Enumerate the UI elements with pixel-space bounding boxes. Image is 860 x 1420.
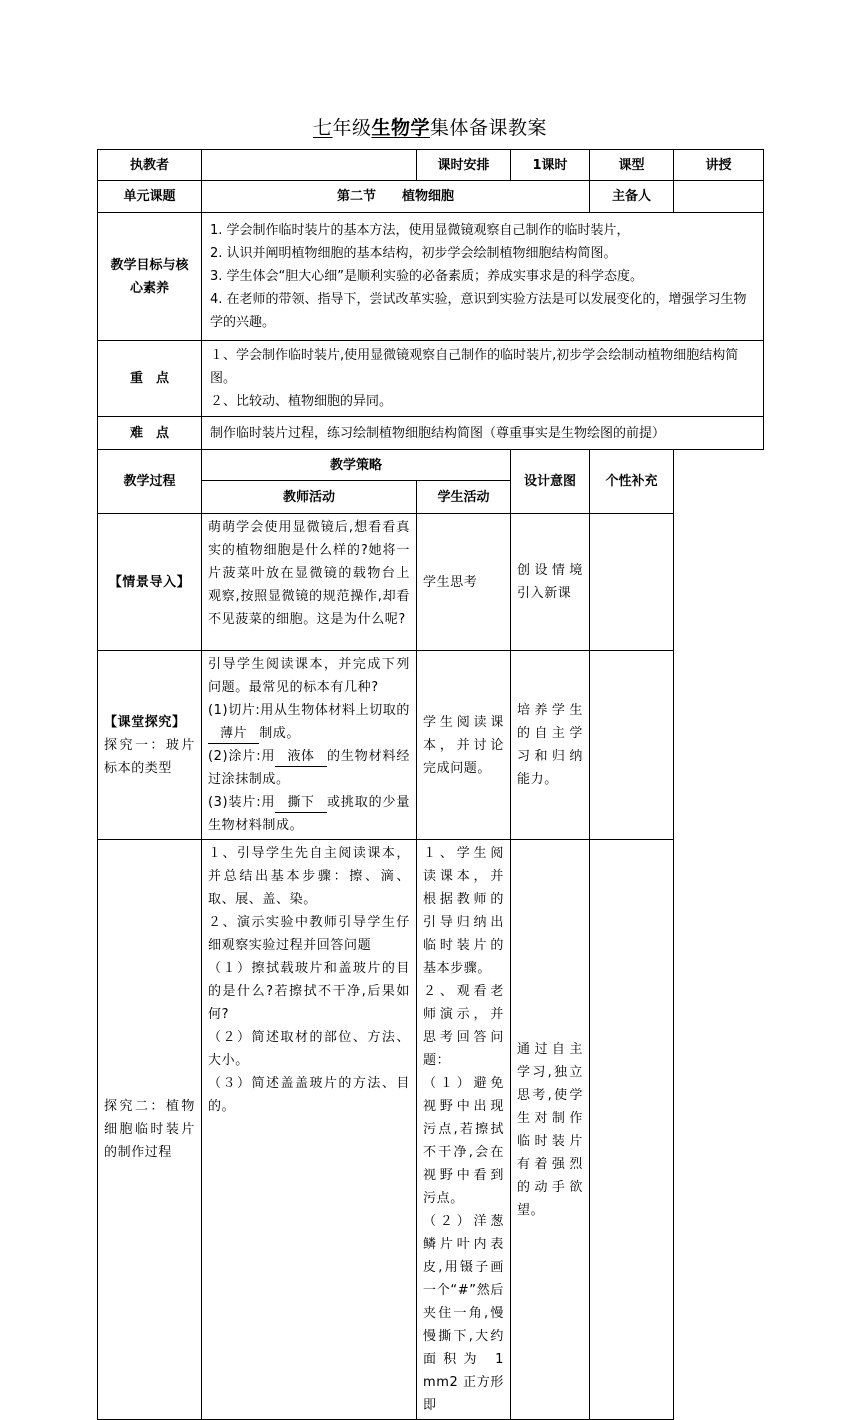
preparer-label: 主备人 (590, 181, 674, 213)
teacher-value (202, 150, 417, 181)
objective-item: 3. 学生体会“胆大心细”是顺利实验的必备素质；养成实事求是的科学态度。 (210, 269, 644, 284)
page-title (0, 113, 860, 140)
type-value: 讲授 (674, 150, 764, 181)
title-grade: 年级 (332, 117, 372, 139)
question-mount: (3)装片:用 撕下 或挑取的少量生物材料制成。 (208, 795, 410, 833)
teacher-activity-header: 教师活动 (202, 481, 417, 514)
design-intent: 通过自主学习,独立思考,使学生对制作临时装片有着强烈的动手欲望。 (511, 840, 590, 1420)
stage-intro: 【情景导入】 (98, 514, 202, 651)
title-rest: 集体备课教案 (430, 117, 548, 139)
answer-blank: 撕下 (275, 794, 326, 813)
answer-blank: 薄片 (208, 725, 259, 744)
stage-title: 【课堂探究】 (104, 714, 186, 730)
difficulty-label: 难 点 (98, 417, 202, 450)
student-activity: 学生阅读课本，并讨论完成问题。 (417, 651, 511, 840)
teacher-step: １、引导学生先自主阅读课本，并总结出基本步骤：擦、滴、取、展、盖、染。 (208, 846, 410, 907)
objective-item: 4. 在老师的带领、指导下，尝试改革实验，意识到实验方法是可以发展变化的，增强学习生物学的兴趣。 (210, 292, 747, 330)
objective-item: 2. 认识并阐明植物细胞的基本结构，初步学会绘制植物细胞结构简图。 (210, 246, 617, 261)
personal-note (590, 514, 674, 651)
objective-item: 1. 学会制作临时装片的基本方法，使用显微镜观察自己制作的临时装片， (210, 223, 630, 238)
teacher-activity (202, 651, 417, 840)
strategy-header: 教学策略 (202, 450, 511, 481)
teacher-label: 执教者 (98, 150, 202, 181)
difficulty-content: 制作临时装片过程，练习绘制植物细胞结构简图（尊重事实是生物绘图的前提） (202, 417, 764, 450)
stage-explore-two: 探究二：植物细胞临时装片的制作过程 (98, 840, 202, 1420)
objectives-content (202, 213, 764, 341)
unit-topic: 第二节 植物细胞 (202, 181, 590, 213)
process-header: 教学过程 (98, 450, 202, 514)
stage-explore-one (98, 651, 202, 840)
student-step: （２）洋葱鳞片叶内表皮,用镊子画一个“#”然后夹住一角,慢慢撕下,大约面积为 1 mm2 正方形即 (423, 1214, 504, 1413)
stage-subtitle: 探究一：玻片标本的类型 (104, 737, 195, 776)
teacher-activity (202, 840, 417, 1420)
type-label: 课型 (590, 150, 674, 181)
personal-note (590, 651, 674, 840)
teacher-activity: 萌萌学会使用显微镜后,想看看真实的植物细胞是什么样的?她将一片菠菜叶放在显微镜的载物台上观察,按照显微镜的规范操作,却看不见菠菜的细胞。这是为什么呢? (202, 514, 417, 651)
answer-blank: 液体 (275, 748, 326, 767)
title-subject: 生物学 (371, 117, 431, 139)
design-intent: 创设情境引入新课 (511, 514, 590, 651)
key-point-item: ２、比较动、植物细胞的异同。 (210, 394, 393, 409)
key-points-label: 重 点 (98, 341, 202, 417)
student-activity: 学生思考 (417, 514, 511, 651)
student-activity-header: 学生活动 (417, 481, 511, 514)
teacher-step: ２、演示实验中教师引导学生仔细观察实验过程并回答问题 (208, 915, 410, 953)
student-step: １、学生阅读课本，并根据教师的引导归纳出临时装片的基本步骤。 (423, 846, 504, 976)
student-activity (417, 840, 511, 1420)
question-slice: (1)切片:用从生物体材料上切取的薄片 制成。 (208, 699, 410, 745)
key-points-content (202, 341, 764, 417)
student-step: （１）避免视野中出现污点,若擦拭不干净,会在视野中看到污点。 (423, 1076, 504, 1206)
personal-header: 个性补充 (590, 450, 674, 514)
teacher-step: （３）简述盖盖玻片的方法、目的。 (208, 1076, 410, 1114)
objectives-label: 教学目标与核心素养 (98, 213, 202, 341)
student-step: ２、观看老师演示，并思考回答问题： (423, 984, 504, 1068)
personal-note (590, 840, 674, 1420)
teacher-step: （１）擦拭载玻片和盖玻片的目的是什么?若擦拭不干净,后果如何? (208, 961, 410, 1022)
title-grade-number: 七 (312, 117, 333, 139)
teacher-intro: 引导学生阅读课本，并完成下列问题。最常见的标本有几种? (208, 657, 410, 695)
preparer-value (674, 181, 764, 213)
question-smear: (2)涂片:用 液体 的生物材料经过涂抹制成。 (208, 749, 410, 787)
schedule-label: 课时安排 (417, 150, 511, 181)
key-point-item: １、学会制作临时装片,使用显微镜观察自己制作的临时装片,初步学会绘制动植物细胞结构简图。 (210, 348, 739, 386)
intent-header: 设计意图 (511, 450, 590, 514)
unit-label: 单元课题 (98, 181, 202, 213)
teacher-step: （２）简述取材的部位、方法、大小。 (208, 1030, 410, 1068)
design-intent: 培养学生的自主学习和归纳能力。 (511, 651, 590, 840)
lesson-plan-table (97, 149, 764, 1420)
schedule-value: 1课时 (511, 150, 590, 181)
